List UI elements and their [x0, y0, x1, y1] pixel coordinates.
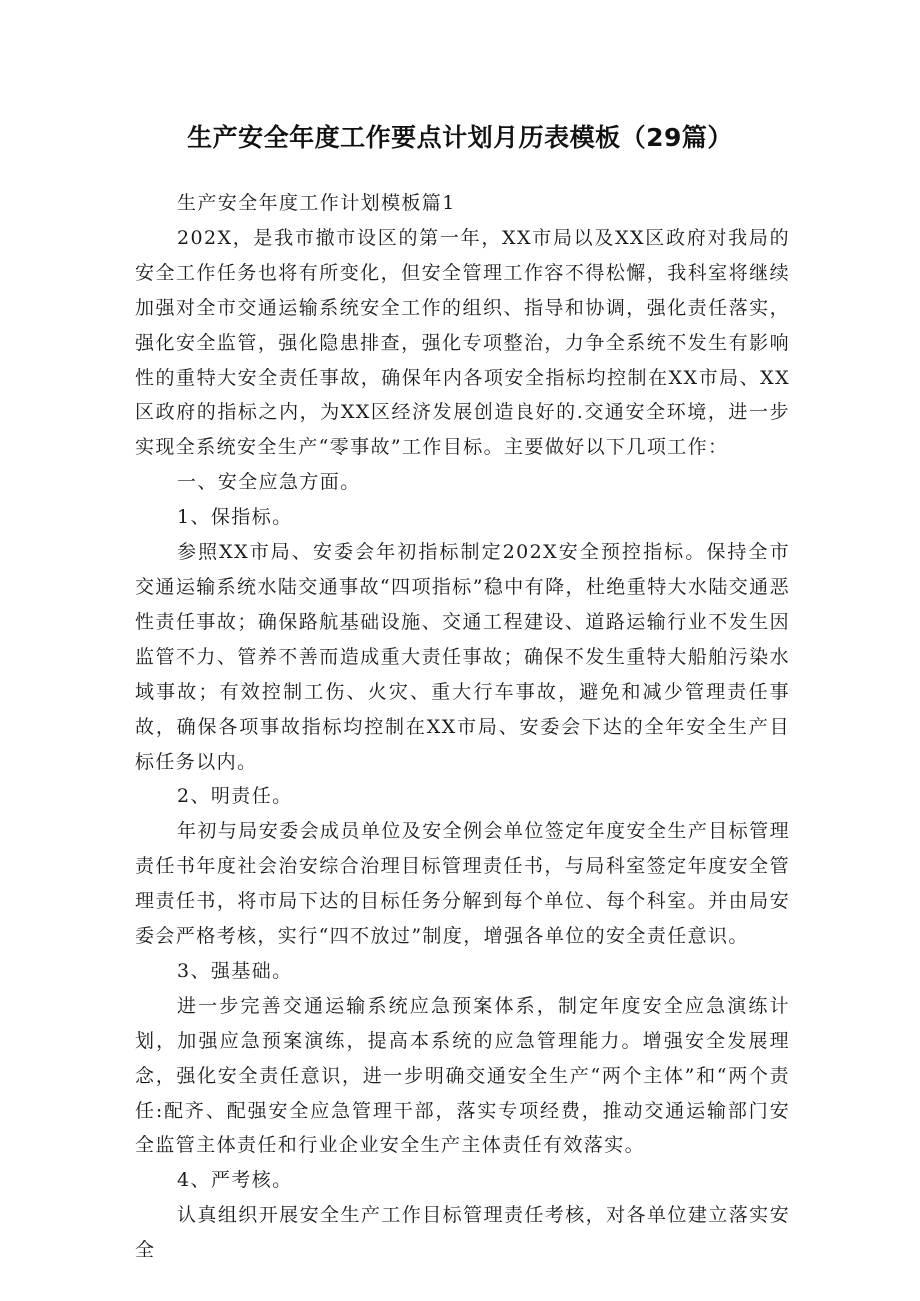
item-heading-4: 4、严考核。	[177, 1169, 293, 1192]
document-body	[135, 186, 790, 1268]
document-title: 生产安全年度工作要点计划月历表模板（29篇）	[187, 123, 733, 152]
item-heading-3: 3、强基础。	[177, 959, 293, 982]
item-heading-1: 1、保指标。	[177, 506, 293, 529]
item-body-3: 进一步完善交通运输系统应急预案体系，制定年度安全应急演练计划，加强应急预案演练，提高本系统的应急管理能力。增强安全发展理念，强化安全责任意识，进一步明确交通安全生产“两个主体”和“两个责任:配齐、配强安全应急管理干部，落实专项经费，推动交通运输部门安全监管主体责任和行业企业安全生产主体责任有效落实。	[135, 994, 790, 1157]
item-heading-2: 2、明责任。	[177, 785, 293, 808]
section-subtitle: 生产安全年度工作计划模板篇1	[177, 192, 456, 214]
section-heading: 一、安全应急方面。	[177, 471, 361, 494]
intro-paragraph: 202X，是我市撤市设区的第一年，XX市局以及XX区政府对我局的安全工作任务也将有所变化，但安全管理工作容不得松懈，我科室将继续加强对全市交通运输系统安全工作的组织、指导和协调，强化责任落实，强化安全监管，强化隐患排查，强化专项整治，力争全系统不发生有影响性的重特大安全责任事故，确保年内各项安全指标均控制在XX市局、XX区政府的指标之内，为XX区经济发展创造良好的.交通安全环境，进一步实现全系统安全生产“零事故”工作目标。主要做好以下几项工作：	[135, 226, 790, 459]
item-body-2: 年初与局安委会成员单位及安全例会单位签定年度安全生产目标管理责任书年度社会治安综合治理目标管理责任书，与局科室签定年度安全管理责任书，将市局下达的目标任务分解到每个单位、每个科室。并由局安委会严格考核，实行“四不放过”制度，增强各单位的安全责任意识。	[135, 820, 790, 948]
item-body-4: 认真组织开展安全生产工作目标管理责任考核，对各单位建立落实安全	[135, 1204, 790, 1262]
item-body-1: 参照XX市局、安委会年初指标制定202X安全预控指标。保持全市交通运输系统水陆交通事故“四项指标”稳中有降，杜绝重特大水陆交通恶性责任事故；确保路航基础设施、交通工程建设、道路运输行业不发生因监管不力、管养不善而造成重大责任事故；确保不发生重特大船舶污染水域事故；有效控制工伤、火灾、重大行车事故，避免和减少管理责任事故，确保各项事故指标均控制在XX市局、安委会下达的全年安全生产目标任务以内。	[135, 541, 790, 773]
